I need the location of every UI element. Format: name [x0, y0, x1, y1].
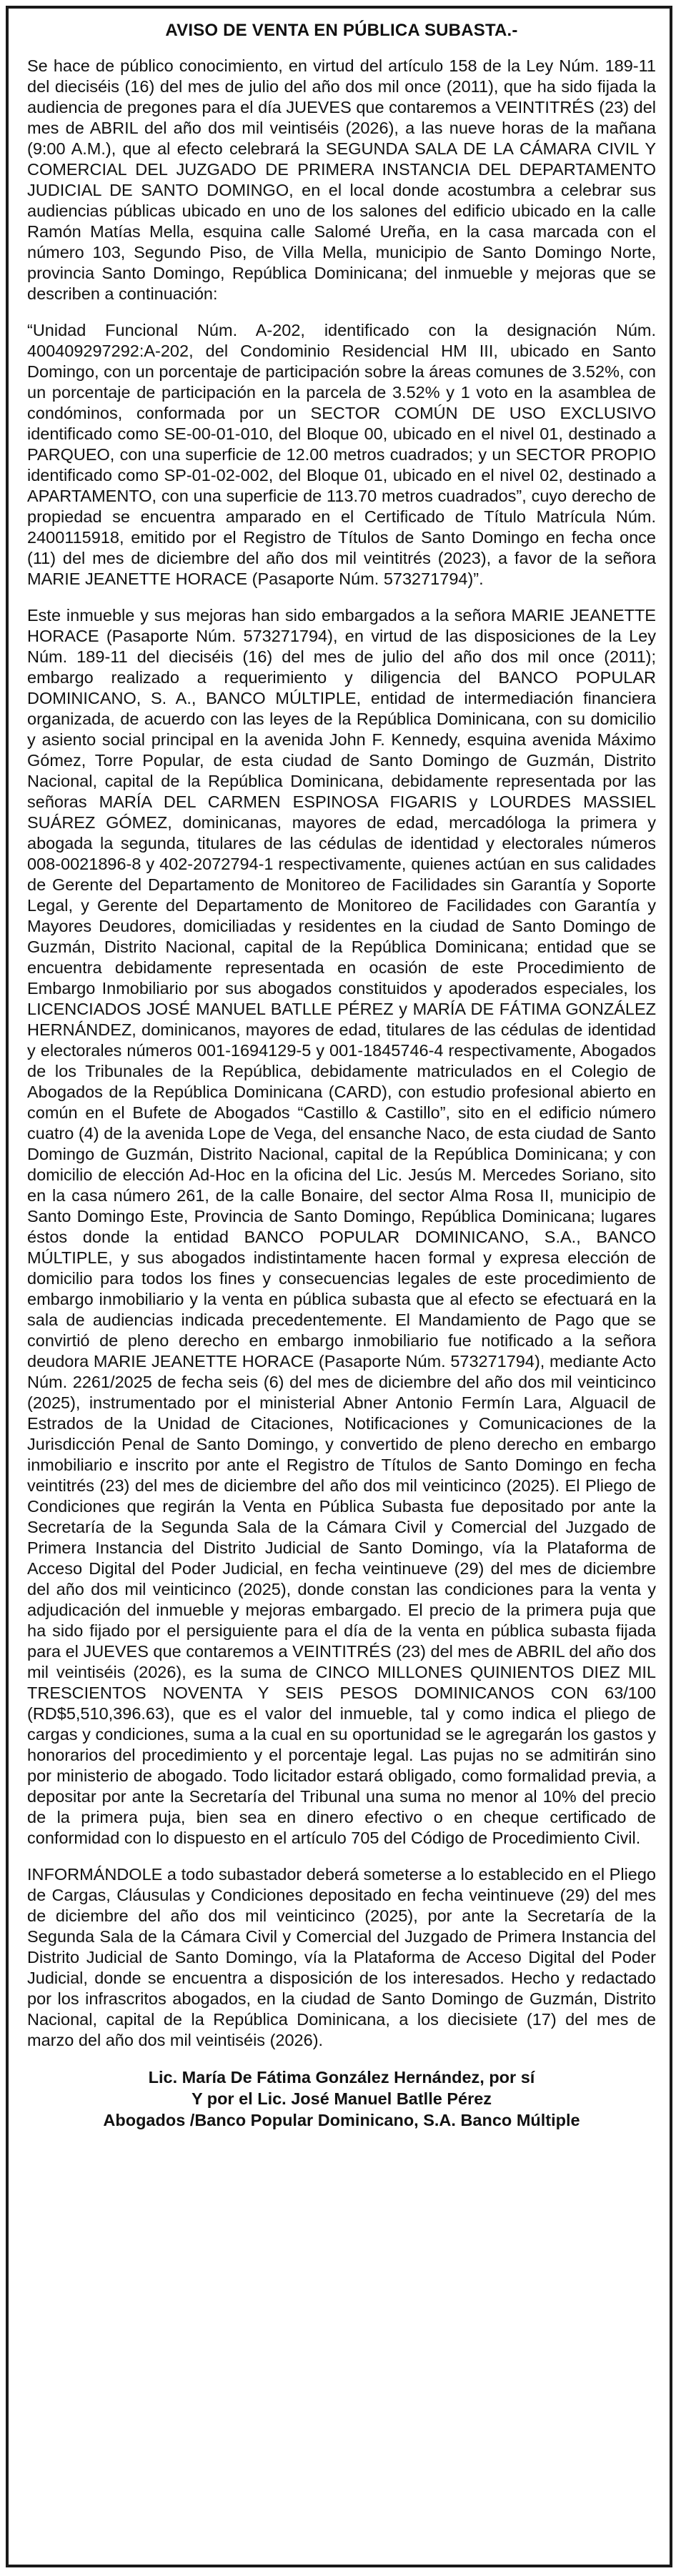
- notice-frame: [6, 6, 672, 2567]
- notice-body: [27, 19, 656, 2131]
- paragraph-seizure-details: Este inmueble y sus mejoras han sido embargados a la señora MARIE JEANETTE HORACE (Pasaporte Núm. 573271794), en virtud de las disposiciones de la Ley Núm. 189-11 del dieciséis (16) del mes de julio del año dos mil once (2011); embargo realizado a requerimiento y diligencia del BANCO POPULAR DOMINICANO, S. A., BANCO MÚLTIPLE, entidad de intermediación financiera organizada, de acuerdo con las leyes de la República Dominicana, con su domicilio y asiento social principal en la avenida John F. Kennedy, esquina avenida Máximo Gómez, Torre Popular, de esta ciudad de Santo Domingo de Guzmán, Distrito Nacional, capital de la República Dominicana, debidamente representada por las señoras MARÍA DEL CARMEN ESPINOSA FIGARIS y LOURDES MASSIEL SUÁREZ GÓMEZ, dominicanas, mayores de edad, mercadóloga la primera y abogada la segunda, titulares de las cédulas de identidad y electorales números 008-0021896-8 y 402-2072794-1 respectivamente, quienes actúan en sus calidades de Gerente del Departamento de Monitoreo de Facilidades sin Garantía y Soporte Legal, y Gerente del Departamento de Monitoreo de Facilidades con Garantía y Mayores Deudores, domiciliadas y residentes en la ciudad de Santo Domingo de Guzmán, Distrito Nacional, capital de la República Dominicana; entidad que se encuentra debidamente representada en ocasión de este Procedimiento de Embargo Inmobiliario por sus abogados constituidos y apoderados especiales, los LICENCIADOS JOSÉ MANUEL BATLLE PÉREZ y MARÍA DE FÁTIMA GONZÁLEZ HERNÁNDEZ, dominicanos, mayores de edad, titulares de las cédulas de identidad y electorales números 001-1694129-5 y 001-1845746-4 respectivamente, Abogados de los Tribunales de la República, debidamente matriculados en el Colegio de Abogados de la República Dominicana (CARD), con estudio profesional abierto en común en el Bufete de Abogados “Castillo & Castillo”, sito en el edificio número cuatro (4) de la avenida Lope de Vega, del ensanche Naco, de esta ciudad de Santo Domingo de Guzmán, Distrito Nacional, capital de la República Dominicana; y con domicilio de elección Ad-Hoc en la oficina del Lic. Jesús M. Mercedes Soriano, sito en la casa número 261, de la calle Bonaire, del sector Alma Rosa II, municipio de Santo Domingo Este, Provincia de Santo Domingo, República Dominicana; lugares éstos donde la entidad BANCO POPULAR DOMINICANO, S.A., BANCO MÚLTIPLE, y sus abogados indistintamente hacen formal y expresa elección de domicilio para todos los fines y consecuencias legales de este procedimiento de embargo inmobiliario y la venta en pública subasta que al efecto se efectuará en la sala de audiencias indicada precedentemente. El Mandamiento de Pago que se convirtió de pleno derecho en embargo inmobiliario fue notificado a la señora deudora MARIE JEANETTE HORACE (Pasaporte Núm. 573271794), mediante Acto Núm. 2261/2025 de fecha seis (6) del mes de diciembre del año dos mil veinticinco (2025), instrumentado por el ministerial Abner Antonio Fermín Lara, Alguacil de Estrados de la Unidad de Citaciones, Notificaciones y Comunicaciones de la Jurisdicción Penal de Santo Domingo, y convertido de pleno derecho en embargo inmobiliario e inscrito por ante el Registro de Títulos de Santo Domingo en fecha veintitrés (23) del mes de diciembre del año dos mil veinticinco (2025). El Pliego de Condiciones que regirán la Venta en Pública Subasta fue depositado por ante la Secretaría de la Segunda Sala de la Cámara Civil y Comercial del Juzgado de Primera Instancia del Distrito Judicial de Santo Domingo, vía la Plataforma de Acceso Digital del Poder Judicial, en fecha veintinueve (29) del mes de diciembre del año dos mil veinticinco (2025), donde constan las condiciones para la venta y adjudicación del inmueble y mejoras embargado. El precio de la primera puja que ha sido fijado por el persiguiente para el día de la venta en pública subasta fijada para el JUEVES que contaremos a VEINTITRÉS (23) del mes de ABRIL del año dos mil veintiséis (2026), es la suma de CINCO MILLONES QUINIENTOS DIEZ MIL TRESCIENTOS NOVENTA Y SEIS PESOS DOMINICANOS CON 63/100 (RD$5,510,396.63), que es el valor del inmueble, tal y como indica el pliego de cargas y condiciones, suma a la cual en su oportunidad se le agregarán los gastos y honorarios del procedimiento y el porcentaje legal. Las pujas no se admitirán sino por ministerio de abogado. Todo licitador estará obligado, como formalidad previa, a depositar por ante la Secretaría del Tribunal una suma no menor al 10% del precio de la primera puja, bien sea en dinero efectivo o en cheque certificado de conformidad con lo dispuesto en el artículo 705 del Código de Procedimiento Civil.: [27, 606, 656, 1847]
- notice-title: AVISO DE VENTA EN PÚBLICA SUBASTA.-: [165, 21, 518, 40]
- signature-line-2: Y por el Lic. José Manuel Batlle Pérez: [191, 2089, 492, 2108]
- signature-line-1: Lic. María De Fátima González Hernández, por sí: [148, 2068, 535, 2087]
- paragraph-property-description: “Unidad Funcional Núm. A-202, identificado con la designación Núm. 400409297292:A-202, del Condominio Residencial HM III, ubicado en Santo Domingo, con un porcentaje de participación sobre la áreas comunes de 3.52%, con un porcentaje de participación en la parcela de 3.52% y 1 voto en la asamblea de condóminos, conformada por un SECTOR COMÚN DE USO EXCLUSIVO identificado como SE-00-01-010, del Bloque 00, ubicado en el nivel 01, destinado a PARQUEO, con una superficie de 12.00 metros cuadrados; y un SECTOR PROPIO identificado como SP-01-02-002, del Bloque 01, ubicado en el nivel 02, destinado a APARTAMENTO, con una superficie de 113.70 metros cuadrados”, cuyo derecho de propiedad se encuentra amparado en el Certificado de Título Matrícula Núm. 2400115918, emitido por el Registro de Títulos de Santo Domingo en fecha once (11) del mes de diciembre del año dos mil veintitrés (2023), a favor de la señora MARIE JEANETTE HORACE (Pasaporte Núm. 573271794)”.: [27, 321, 656, 588]
- paragraph-bidder-information: INFORMÁNDOLE a todo subastador deberá someterse a lo establecido en el Pliego de Cargas, Cláusulas y Condiciones depositado en fecha veintinueve (29) del mes de diciembre del año dos mil veinticinco (2025), por ante la Secretaría de la Segunda Sala de la Cámara Civil y Comercial del Juzgado de Primera Instancia del Distrito Judicial de Santo Domingo, vía la Plataforma de Acceso Digital del Poder Judicial, donde se encuentra a disposición de los interesados. Hecho y redactado por los infrascritos abogados, en la ciudad de Santo Domingo de Guzmán, Distrito Nacional, capital de la República Dominicana, a los diecisiete (17) del mes de marzo del año dos mil veintiséis (2026).: [27, 1865, 656, 2049]
- signature-line-3: Abogados /Banco Popular Dominicano, S.A. Banco Múltiple: [103, 2111, 580, 2129]
- signature-block: [27, 2067, 656, 2131]
- paragraph-hearing-announcement: Se hace de público conocimiento, en virtud del artículo 158 de la Ley Núm. 189-11 del dieciséis (16) del mes de julio del año dos mil once (2011), que ha sido fijada la audiencia de pregones para el día JUEVES que contaremos a VEINTITRÉS (23) del mes de ABRIL del año dos mil veintiséis (2026), a las nueve horas de la mañana (9:00 A.M.), que al efecto celebrará la SEGUNDA SALA DE LA CÁMARA CIVIL Y COMERCIAL DEL JUZGADO DE PRIMERA INSTANCIA DEL DEPARTAMENTO JUDICIAL DE SANTO DOMINGO, en el local donde acostumbra a celebrar sus audiencias públicas ubicado en uno de los salones del edificio ubicado en la calle Ramón Matías Mella, esquina calle Salomé Ureña, en la casa marcada con el número 103, Segundo Piso, de Villa Mella, municipio de Santo Domingo Norte, provincia Santo Domingo, República Dominicana; del inmueble y mejoras que se describen a continuación:: [27, 56, 656, 303]
